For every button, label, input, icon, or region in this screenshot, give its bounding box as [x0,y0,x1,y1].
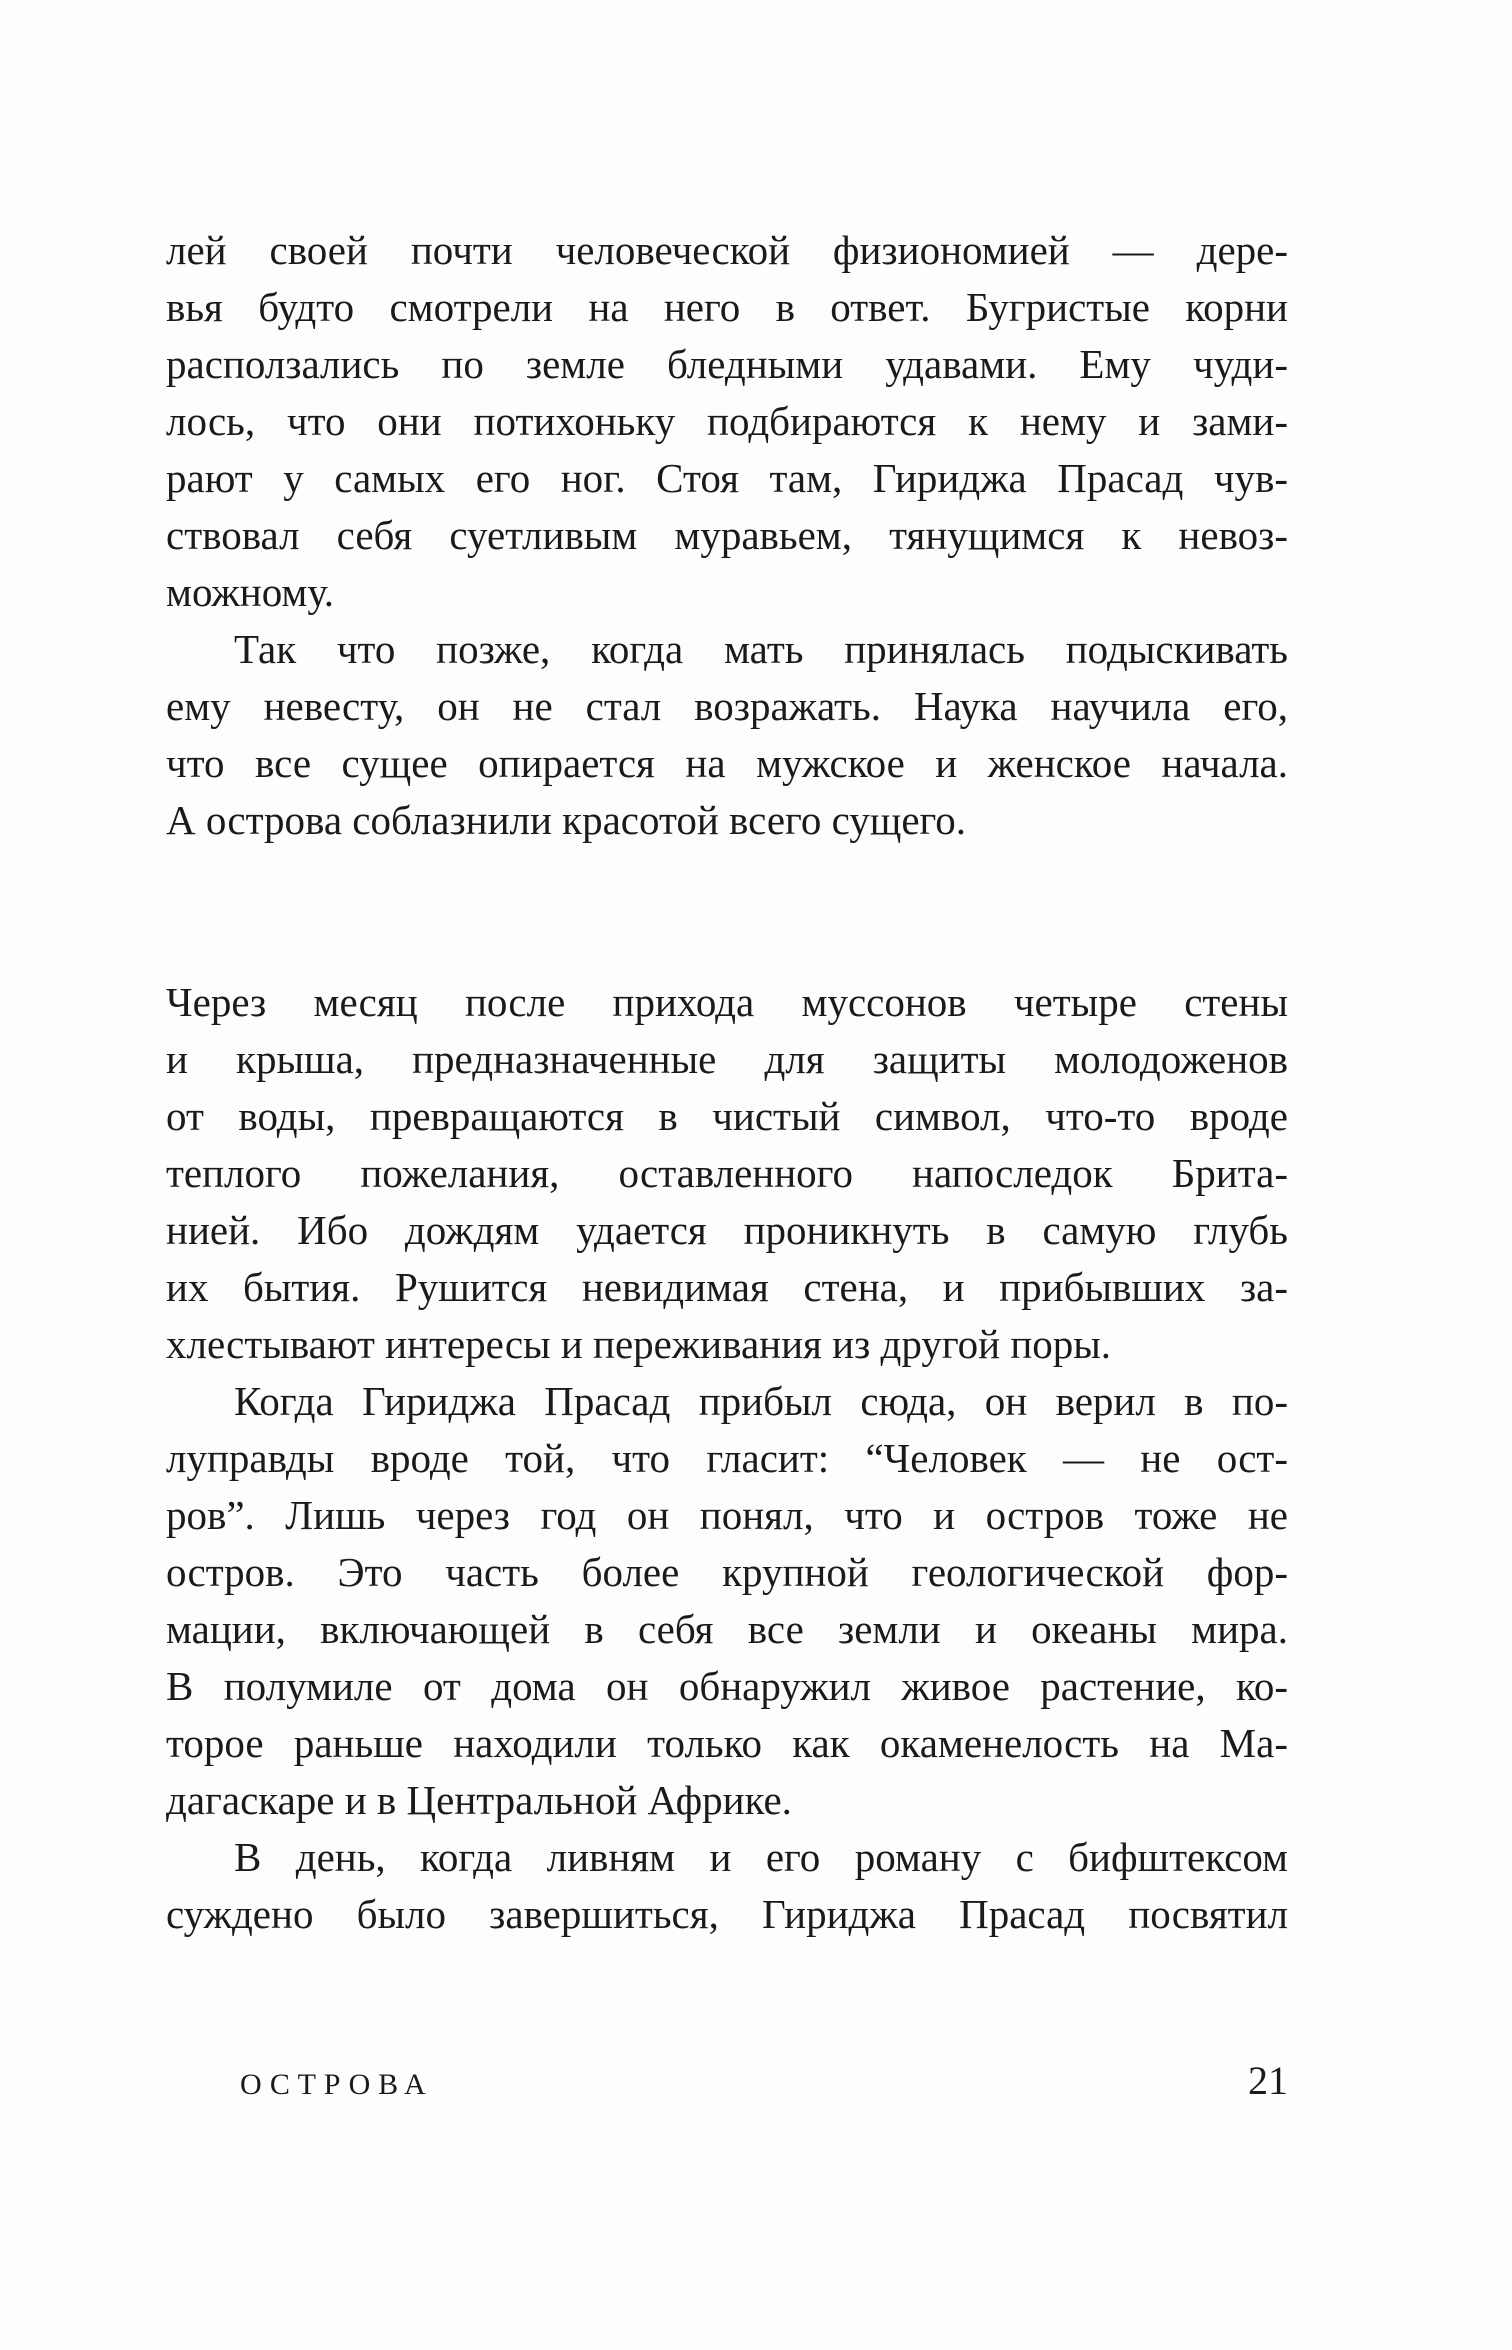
text-line: ему невесту, он не стал возражать. Наука научила его, [166,683,1288,729]
text-line: ров”. Лишь через год он понял, что и остров тоже не [166,1492,1288,1538]
text-line: луправды вроде той, что гласит: “Человек — не ост- [166,1435,1288,1481]
text-line: мации, включающей в себя все земли и океаны мира. [166,1606,1288,1652]
paragraph [166,621,1288,849]
text-line: хлестывают интересы и переживания из другой поры. [166,1321,1112,1367]
paragraph [166,222,1288,621]
text-line: теплого пожелания, оставленного напоследок Брита- [166,1150,1288,1196]
text-line: Так что позже, когда мать принялась подыскивать [234,626,1288,672]
text-line: нией. Ибо дождям удается проникнуть в самую глубь [166,1207,1288,1253]
page-text [166,222,1288,1943]
text-line: что все сущее опирается на мужское и женское начала. [166,740,1288,786]
text-line: рают у самых его ног. Стоя там, Гириджа Прасад чув- [166,455,1288,501]
text-line: торое раньше находили только как окаменелость на Ма- [166,1720,1288,1766]
text-line: можному. [166,569,335,615]
text-line: А острова соблазнили красотой всего сущего. [166,797,967,843]
paragraph [166,974,1288,1373]
paragraph [166,1829,1288,1943]
text-line: от воды, превращаются в чистый символ, что-то вроде [166,1093,1288,1139]
text-line: суждено было завершиться, Гириджа Прасад посвятил [166,1891,1288,1937]
text-line: В день, когда ливням и его роману с бифштексом [234,1834,1288,1880]
text-line: лей своей почти человеческой физиономией — дере- [166,227,1288,273]
text-line: остров. Это часть более крупной геологической фор- [166,1549,1288,1595]
text-line: их бытия. Рушится невидимая стена, и прибывших за- [166,1264,1288,1310]
running-title: ОСТРОВА [240,2068,434,2101]
text-line: Когда Гириджа Прасад прибыл сюда, он верил в по- [234,1378,1288,1424]
page-number: 21 [1248,2058,1288,2103]
text-line: дагаскаре и в Центральной Африке. [166,1777,792,1823]
page-footer [166,2057,1288,2104]
text-line: расползались по земле бледными удавами. Ему чуди- [166,341,1288,387]
text-line: лось, что они потихоньку подбираются к нему и зами- [166,398,1288,444]
text-line: ствовал себя суетливым муравьем, тянущимся к невоз- [166,512,1288,558]
paragraph [166,1373,1288,1829]
text-line: Через месяц после прихода муссонов четыре стены [166,979,1288,1025]
text-line: вья будто смотрели на него в ответ. Бугристые корни [166,284,1288,330]
text-line: и крыша, предназначенные для защиты молодоженов [166,1036,1288,1082]
text-line: В полумиле от дома он обнаружил живое растение, ко- [166,1663,1288,1709]
